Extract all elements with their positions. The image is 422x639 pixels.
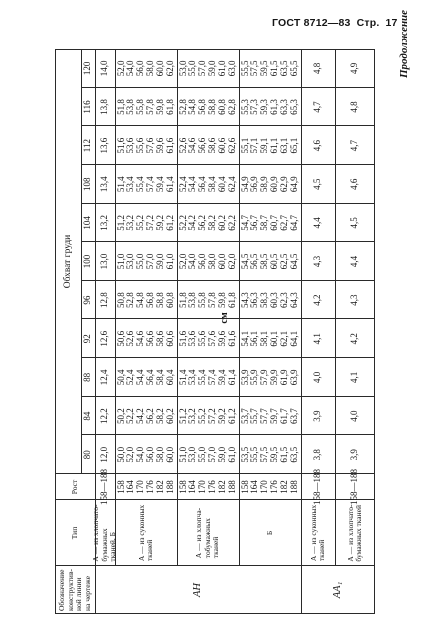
value-cell-text: 52,0 54,0 56,0 58,0 60,0 62,0	[115, 60, 175, 77]
value-cell-text: 3,8	[312, 449, 323, 461]
value-cell	[95, 281, 115, 320]
value-cell	[301, 49, 335, 88]
value-cell-text: 4,4	[349, 255, 360, 268]
type-cell	[91, 500, 118, 566]
value-cell	[335, 281, 375, 320]
size-header-text: 108	[82, 177, 93, 191]
chest-group-header-text: Обхват груди	[62, 234, 73, 289]
type-cell	[177, 500, 239, 566]
value-cell	[95, 397, 115, 436]
value-cell	[95, 242, 115, 281]
value-cell	[95, 88, 115, 127]
size-header	[81, 281, 95, 320]
size-header-text: 116	[82, 100, 93, 114]
value-cell	[301, 88, 335, 127]
value-cell-text: 13,2	[99, 215, 110, 231]
value-cell	[335, 435, 375, 474]
value-cell	[239, 242, 301, 281]
height-header	[55, 474, 95, 500]
value-cell	[115, 435, 177, 474]
value-cell	[301, 242, 335, 281]
value-cell	[115, 242, 177, 281]
value-cell-text: 54,9 56,9 58,9 60,9 62,9 64,9	[239, 176, 299, 193]
value-cell	[239, 165, 301, 204]
height-cell-text: 158—188	[349, 469, 360, 505]
size-header-text: 88	[82, 372, 93, 382]
value-cell	[177, 435, 239, 474]
value-cell	[239, 397, 301, 436]
continuation-label: Продолжение	[398, 9, 410, 78]
size-header-text: 92	[82, 334, 93, 344]
chest-group-header	[55, 49, 81, 474]
type-cell	[115, 500, 177, 566]
value-cell-text: 53,9 55,9 57,9 59,9 61,9 63,9	[239, 369, 299, 386]
value-cell	[95, 435, 115, 474]
height-cell	[115, 474, 177, 500]
value-cell-text: 54,1 56,1 58,1 60,1 62,1 64,1	[239, 330, 299, 347]
value-cell-text: 54,7 56,7 58,7 60,7 62,7 64,7	[239, 215, 299, 231]
height-cell-text: 158—188	[99, 469, 110, 505]
type-cell-text: А — из хлопчато- бумажных тканей, Б	[91, 504, 118, 562]
value-cell	[335, 358, 375, 397]
value-cell-text: 4,0	[312, 371, 323, 384]
value-cell	[335, 397, 375, 436]
value-cell-text: 52,2 54,2 56,2 58,2 60,2 62,2	[177, 215, 237, 231]
value-cell-text: 51,2 53,2 55,2 57,2 59,2 61,2	[177, 408, 237, 424]
value-cell	[95, 358, 115, 397]
value-cell	[177, 358, 239, 397]
value-cell-text: 52,4 54,4 56,4 58,4 60,4 62,4	[177, 176, 237, 193]
value-cell	[239, 88, 301, 127]
size-header	[81, 126, 95, 165]
value-cell-text: 4,9	[349, 62, 360, 74]
value-cell-text: 52,0 54,0 56,0 58,0 60,0 62,0	[177, 253, 237, 270]
value-cell-text: 4,4	[312, 217, 323, 229]
value-cell-text: 51,2 53,2 55,2 57,2 59,2 61,2	[115, 215, 175, 231]
size-header-text: 80	[82, 450, 93, 460]
value-cell	[301, 397, 335, 436]
size-header-text: 84	[82, 411, 93, 421]
height-cell-text: 158 164 170 176 182 188	[177, 480, 237, 494]
type-cell-text: Б	[264, 530, 274, 536]
value-cell	[301, 165, 335, 204]
value-cell-text: 4,2	[312, 294, 323, 306]
value-cell	[301, 435, 335, 474]
height-header-text: Рост	[69, 479, 79, 495]
value-cell	[177, 281, 239, 320]
value-cell-text: 4,2	[349, 333, 360, 345]
value-cell-text: 53,5 55,5 57,5 59,5 61,5 63,5	[239, 446, 299, 463]
value-cell-text: 13,4	[99, 176, 110, 193]
type-cell	[301, 500, 335, 566]
designation-cell	[301, 566, 375, 614]
size-header-text: 100	[82, 254, 93, 269]
value-cell	[115, 49, 177, 88]
standard-number: ГОСТ 8712—83	[272, 17, 351, 29]
value-cell-text: 4,5	[349, 217, 360, 229]
value-cell	[335, 204, 375, 243]
value-cell	[239, 281, 301, 320]
value-cell-text: 53,7 55,7 57,7 59,7 61,7 63,7	[239, 408, 299, 424]
size-header-text: 112	[82, 139, 93, 153]
value-cell-text: 4,1	[349, 371, 360, 384]
value-cell-text: 53,0 55,0 57,0 59,0 61,0 63,0	[177, 60, 237, 77]
value-cell-text: 51,4 53,4 55,4 57,4 59,4 61,4	[177, 369, 237, 386]
value-cell	[115, 165, 177, 204]
value-cell	[95, 319, 115, 358]
value-cell	[115, 126, 177, 165]
measurements-table	[55, 49, 375, 614]
height-cell-text: 158 164 170 176 182 188	[239, 480, 299, 494]
size-header	[81, 435, 95, 474]
value-cell-text: 52,6 54,6 56,6 58,6 60,6 62,6	[177, 137, 237, 154]
value-cell	[239, 358, 301, 397]
page-label: Стр.	[356, 17, 380, 29]
value-cell	[335, 88, 375, 127]
height-cell	[239, 474, 301, 500]
value-cell-text: 12,6	[99, 330, 110, 347]
size-header	[81, 49, 95, 88]
size-header-text: 120	[82, 61, 93, 76]
value-cell-text: 50,8 52,8 54,8 56,8 58,8 60,8	[115, 292, 175, 309]
value-cell-text: 4,7	[349, 139, 360, 152]
value-cell-text: 12,8	[99, 292, 110, 309]
designation-header	[55, 566, 95, 614]
type-header-text: Тип	[69, 526, 79, 540]
value-cell	[335, 126, 375, 165]
value-cell	[95, 204, 115, 243]
value-cell-text: 55,3 57,3 59,3 61,3 63,3 65,3	[239, 99, 299, 115]
value-cell-text: 3,9	[349, 449, 360, 461]
value-cell	[239, 126, 301, 165]
height-cell-text: 158—188	[312, 469, 323, 505]
designation-cell	[95, 566, 301, 614]
value-cell-text: 4,5	[312, 178, 323, 190]
size-header	[81, 204, 95, 243]
value-cell-text: 3,9	[312, 410, 323, 422]
value-cell	[177, 397, 239, 436]
value-cell-text: 55,1 57,1 59,1 61,1 63,1 65,1	[239, 137, 299, 154]
value-cell-text: 4,0	[349, 410, 360, 422]
value-cell	[95, 165, 115, 204]
type-cell	[239, 500, 301, 566]
value-cell-text: 13,8	[99, 99, 110, 115]
value-cell-text: 54,5 56,5 58,5 60,5 62,5 64,5	[239, 253, 299, 270]
value-cell-text: 4,8	[349, 101, 360, 113]
height-cell	[335, 469, 375, 505]
value-cell	[115, 88, 177, 127]
size-header	[81, 165, 95, 204]
value-cell	[301, 281, 335, 320]
value-cell	[177, 165, 239, 204]
type-cell	[335, 500, 375, 566]
type-header	[55, 500, 95, 566]
value-cell-text: 51,6 53,6 55,6 57,6 59,6 61,6	[115, 137, 175, 154]
value-cell-text: 52,8 54,8 56,8 58,8 60,8 62,8	[177, 99, 237, 115]
page-header	[272, 17, 404, 29]
value-cell	[95, 49, 115, 88]
type-cell-text: А — из суконных тканей	[136, 504, 154, 562]
value-cell-text: 51,8 53,8 55,8 57,8 59,8 61,8	[177, 292, 237, 309]
value-cell	[301, 358, 335, 397]
value-cell-text: 55,5 57,5 59,5 61,5 63,5 65,5	[239, 60, 299, 77]
size-header	[81, 319, 95, 358]
type-cell-text: А — из суконных тканей	[308, 504, 326, 562]
size-header	[81, 397, 95, 436]
value-cell	[239, 435, 301, 474]
designation-header-text: Обозначение конструктив- ной линии на чертеже	[57, 569, 92, 612]
value-cell-text: 50,2 52,2 54,2 56,2 58,2 60,2	[115, 408, 175, 424]
value-cell-text: 50,4 52,4 54,4 56,4 58,4 60,4	[115, 369, 175, 386]
size-header	[81, 358, 95, 397]
size-header-text: 104	[82, 216, 93, 230]
value-cell-text: 12,4	[99, 369, 110, 386]
page-number: 17	[385, 17, 398, 29]
value-cell	[115, 281, 177, 320]
height-cell	[95, 469, 115, 505]
size-header	[81, 242, 95, 281]
value-cell	[95, 126, 115, 165]
value-cell-text: 4,6	[312, 139, 323, 152]
value-cell	[177, 242, 239, 281]
height-cell	[301, 469, 335, 505]
value-cell	[301, 126, 335, 165]
value-cell	[115, 204, 177, 243]
value-cell-text: 4,1	[312, 333, 323, 345]
value-cell-text: 13,0	[99, 253, 110, 270]
table-rotated	[55, 49, 375, 614]
value-cell	[239, 204, 301, 243]
value-cell	[301, 319, 335, 358]
height-cell-text: 158 164 170 176 182 188	[115, 480, 175, 494]
value-cell	[115, 397, 177, 436]
value-cell-text: 4,3	[312, 255, 323, 268]
size-header	[81, 88, 95, 127]
value-cell-text: 50,6 52,6 54,6 56,6 58,6 60,6	[115, 330, 175, 347]
value-cell-text: 51,0 53,0 55,0 57,0 59,0 61,0	[177, 446, 237, 463]
size-header-text: 96	[82, 295, 93, 305]
value-cell	[177, 88, 239, 127]
value-cell	[335, 242, 375, 281]
value-cell-text: 50,0 52,0 54,0 56,0 58,0 60,0	[115, 446, 175, 463]
value-cell-text: 4,6	[349, 178, 360, 190]
value-cell-text: 14,0	[99, 60, 110, 77]
value-cell	[177, 319, 239, 358]
value-cell	[335, 319, 375, 358]
value-cell	[335, 165, 375, 204]
value-cell	[177, 204, 239, 243]
designation-cell-text: АН	[191, 583, 203, 597]
value-cell-text: 12,0	[99, 446, 110, 463]
type-cell-text: А — из хлопчато- бумажных тканей	[345, 504, 363, 562]
designation-cell-text: АА₁	[331, 581, 343, 599]
value-cell-text: 51,0 53,0 55,0 57,0 59,0 61,0	[115, 253, 175, 270]
value-cell	[335, 49, 375, 88]
value-cell-text: 4,3	[349, 294, 360, 306]
value-cell	[115, 358, 177, 397]
value-cell	[301, 204, 335, 243]
value-cell	[177, 49, 239, 88]
value-cell-text: 51,8 53,8 55,8 57,8 59,8 61,8	[115, 99, 175, 115]
value-cell-text: 13,6	[99, 137, 110, 154]
value-cell-text: 4,7	[312, 101, 323, 113]
value-cell-text: 12,2	[99, 408, 110, 424]
value-cell-text: 51,6 53,6 55,6 57,6 59,6 61,6	[177, 330, 237, 347]
value-cell-text: 54,3 56,3 58,3 60,3 62,3 64,3	[239, 292, 299, 309]
value-cell	[177, 126, 239, 165]
height-cell	[177, 474, 239, 500]
value-cell	[239, 319, 301, 358]
value-cell	[115, 319, 177, 358]
value-cell-text: 51,4 53,4 55,4 57,4 59,4 61,4	[115, 176, 175, 193]
value-cell-text: 4,8	[312, 62, 323, 74]
value-cell	[239, 49, 301, 88]
type-cell-text: А — из хлопча- тобумажных тканей	[194, 507, 221, 559]
